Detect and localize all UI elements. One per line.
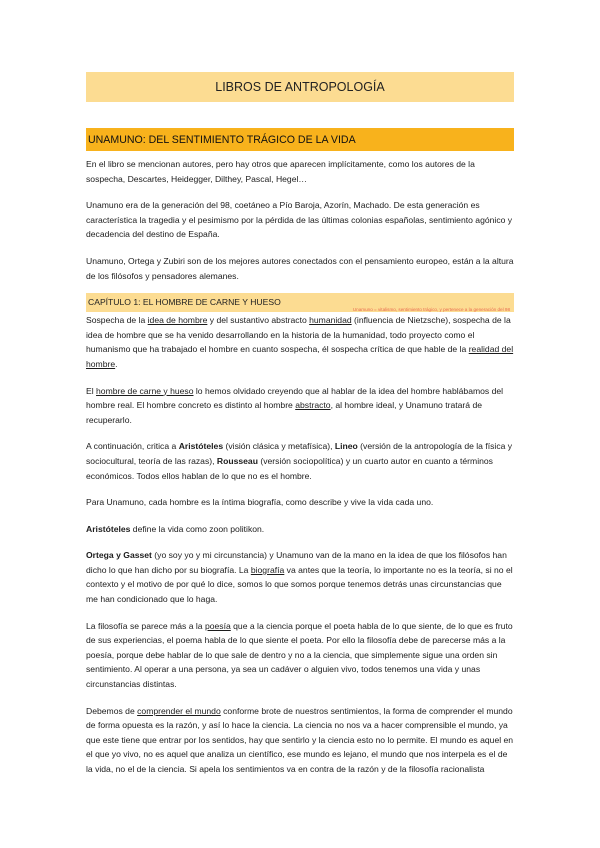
paragraph-comprender [86, 704, 514, 777]
text-run: lo hemos olvidado creyendo que al hablar de la idea del hombre hablábamos del hombre real. El hombre concreto es distinto al hombre [86, 385, 504, 411]
intro-paragraph-1: En el libro se mencionan autores, pero hay otros que aparecen implícitamente, como los autores de la sospecha, Descartes, Heidegger, Dilthey, Pascal, Hegel… [86, 159, 475, 184]
intro-paragraph-2: Unamuno era de la generación del 98, coetáneo a Pío Baroja, Azorín, Machado. De esta generación es característica la tragedia y el pesimismo por la pérdida de las últimas colonias españolas, sentimiento agónico y decadencia del destino de España. [86, 200, 513, 240]
text-run: define la vida como zoon politikon. [130, 523, 265, 534]
section-heading [86, 128, 514, 151]
bold-term: Ortega y Gasset [86, 550, 152, 561]
text-run: La filosofía se parece más a la [86, 620, 205, 631]
chapter-heading [86, 293, 514, 312]
text-run: que a la ciencia porque el poeta habla de lo que siente, de lo que es fruto de sus experiencias, el poema habla de lo que siente el poeta. Por ello la filosofía debe de parecerse más a la poesía, porque debe hablar de lo que sale de dentro y no a la ciencia, que simplemente sigue una orden sin sentimiento. Al operar a una persona, ya sea un cadáver o alguien vivo, todos tenemos una vida y unas circunstancias distintas. [86, 620, 513, 690]
paragraph-sospecha [86, 313, 514, 371]
text-run: conforme brote de nuestros sentimientos, la forma de comprender el mundo de forma opuesta es la razón, y así lo hace la ciencia. La ciencia no nos va a hacer comprensible el mundo, ya que este tiene que entrar por los sentidos, hay que sentirlo y la ciencia esto no lo permite. El mundo es aquel en el que yo vivo, no es aquel que analiza un científico, ese mundo es lejano, el mundo que nos interpela es el de la vida, no el de la ciencia. Si apela los sentimientos va en contra de la razón y de la filosofía racionalista [86, 705, 514, 774]
underlined-term: abstracto [295, 400, 331, 411]
paragraph-poesia [86, 619, 514, 692]
document-body [86, 72, 514, 777]
text-run: (yo soy yo y mi circunstancia) y Unamuno van de la mano en la idea de que los filósofos han dicho lo que han dicho por su biografía. La [86, 550, 507, 575]
underlined-term: hombre de carne y hueso [96, 385, 194, 396]
text-run: (versión de la antropología de la física y sociocultural, teoría de las razas), [86, 441, 513, 466]
document-title-text: LIBROS DE ANTROPOLOGÍA [215, 80, 385, 94]
underlined-term: poesía [204, 620, 231, 631]
paragraph-carne-hueso [86, 384, 514, 428]
text-run: El [86, 385, 97, 396]
bold-term: Aristóteles [178, 441, 224, 452]
text-run: . [115, 358, 118, 369]
intro-paragraph-3: Unamuno, Ortega y Zubiri son de los mejores autores conectados con el pensamiento europeo, están a la altura de los filósofos y pensadores alemanes. [86, 255, 514, 281]
section-heading-text: UNAMUNO: DEL SENTIMIENTO TRÁGICO DE LA VIDA [88, 133, 356, 146]
underlined-term: comprender el mundo [137, 705, 221, 716]
underlined-term: biografía [250, 564, 285, 575]
text-run: (visión clásica y metafísica), [223, 441, 335, 452]
underlined-term: realidad del hombre [86, 344, 514, 369]
paragraph-ortega [86, 548, 514, 606]
bold-term: Aristóteles [86, 523, 131, 534]
text-run: (influencia de Nietzsche), sospecha de la idea de hombre que se ha venido desarrollando en la historia de la humanidad, todo proyecto como el humanismo que ha trabajado el hombre en cuanto sospecha, él sospecha crítica de que hable de la [86, 315, 511, 355]
bold-term: Lineo [334, 441, 358, 452]
paragraph-biografia: Para Unamuno, cada hombre es la íntima biografía, como describe y vive la vida cada uno. [86, 497, 434, 508]
text-run: Sospecha de la [86, 315, 148, 326]
underlined-term: idea de hombre [147, 315, 208, 326]
text-run: y del sustantivo abstracto [207, 315, 310, 326]
text-run: va antes que la teoría, lo importante no es la teoría, si no el contexto y el motivo de por qué lo dice, somos lo que somos porque tenemos detrás unas circunstancias que me han condicionado que lo haga. [86, 564, 513, 605]
text-run: Debemos de [86, 705, 138, 716]
text-run: (versión sociopolítica) y un cuarto autor en cuanto a términos económicos. Todos ellos hablan de lo que no es el hombre. [86, 455, 493, 481]
document-title [86, 72, 514, 102]
margin-annotation: Unamuno = vitalismo, sentimiento trágico, y pertenece a la generación del 98 [352, 307, 510, 313]
text-run: , al hombre ideal, y Unamuno tratará de recuperarlo. [86, 400, 483, 425]
bold-term: Rousseau [216, 455, 258, 466]
paragraph-aristoteles [86, 522, 514, 537]
chapter-heading-text: CAPÍTULO 1: EL HOMBRE DE CARNE Y HUESO [88, 297, 281, 308]
underlined-term: humanidad [309, 315, 352, 326]
text-run: A continuación, critica a [86, 441, 179, 452]
paragraph-critica [86, 439, 514, 483]
